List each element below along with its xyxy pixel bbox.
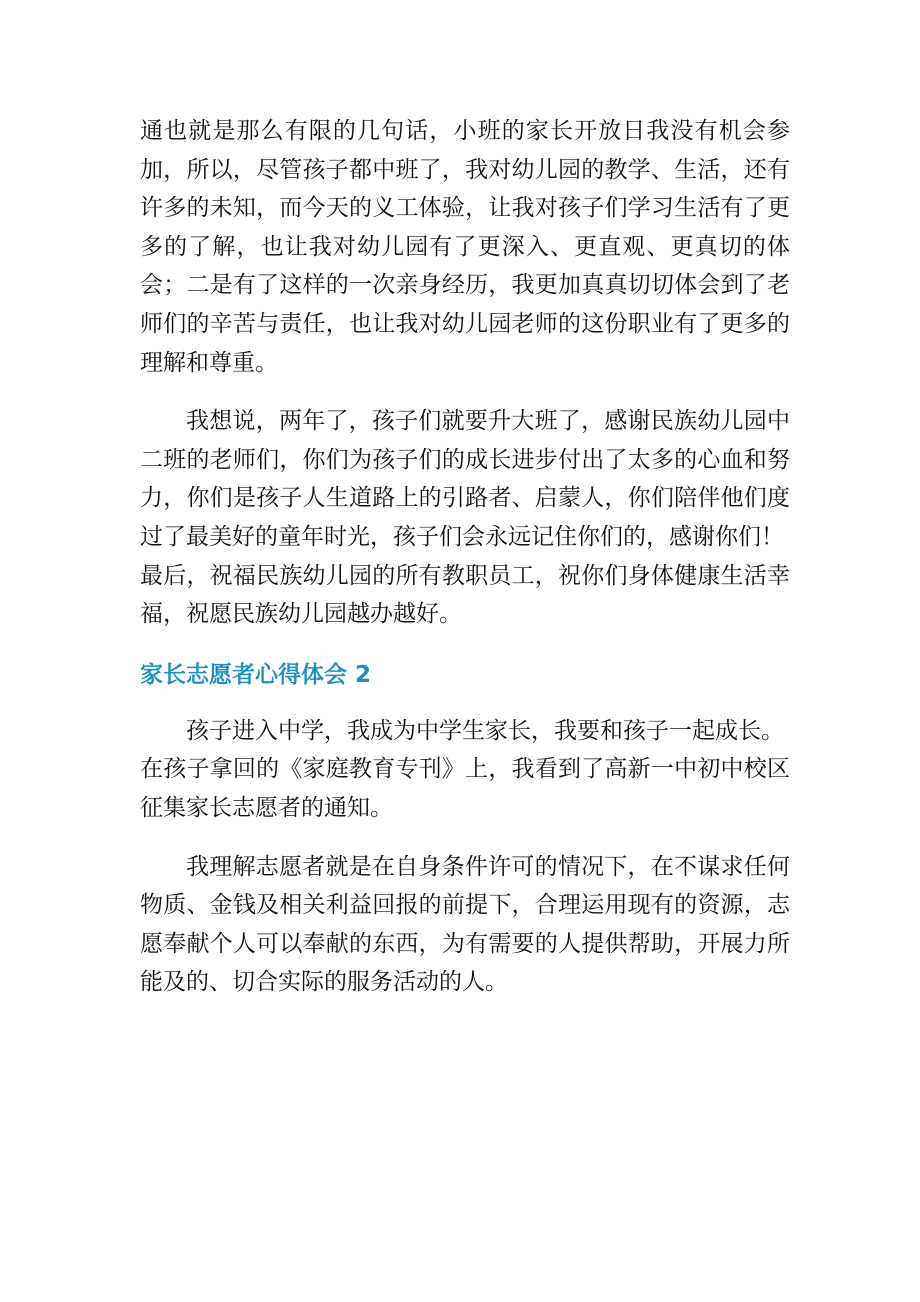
paragraph-2: 我想说，两年了，孩子们就要升大班了，感谢民族幼儿园中二班的老师们，你们为孩子们的成长进步付出了太多的心血和努力，你们是孩子人生道路上的引路者、启蒙人，你们陪伴他们度过了最美好的童年时光，孩子们会永远记住你们的，感谢你们！ (140, 408, 790, 550)
section-heading: 家长志愿者心得体会 2 (140, 661, 372, 688)
paragraph-6: 我理解志愿者就是在自身条件许可的情况下，在不谋求任何物质、金钱及相关利益回报的前提下，合理运用现有的资源，志愿奉献个人可以奉献的东西，为有需要的人提供帮助，开展力所能及的、切合实际的服务活动的人。 (140, 853, 790, 996)
paragraph-5: 在孩子拿回的《家庭教育专刊》上，我看到了高新一中初中校区征集家长志愿者的通知。 (140, 756, 790, 821)
paragraph-3: 最后，祝福民族幼儿园的所有教职员工，祝你们身体健康生活幸福，祝愿民族幼儿园越办越好。 (140, 562, 790, 628)
paragraph-1: 通也就是那么有限的几句话，小班的家长开放日我没有机会参加，所以，尽管孩子都中班了，我对幼儿园的教学、生活，还有许多的未知，而今天的义工体验，让我对孩子们学习生活有了更多的了解，也让我对幼儿园有了更深入、更直观、更真切的体会；二是有了这样的一次亲身经历，我更加真真切切体会到了老师们的辛苦与责任，也让我对幼儿园老师的这份职业有了更多的理解和尊重。 (140, 118, 790, 376)
document-body (140, 112, 790, 1002)
paragraph-4: 孩子进入中学，我成为中学生家长，我要和孩子一起成长。 (186, 717, 784, 744)
